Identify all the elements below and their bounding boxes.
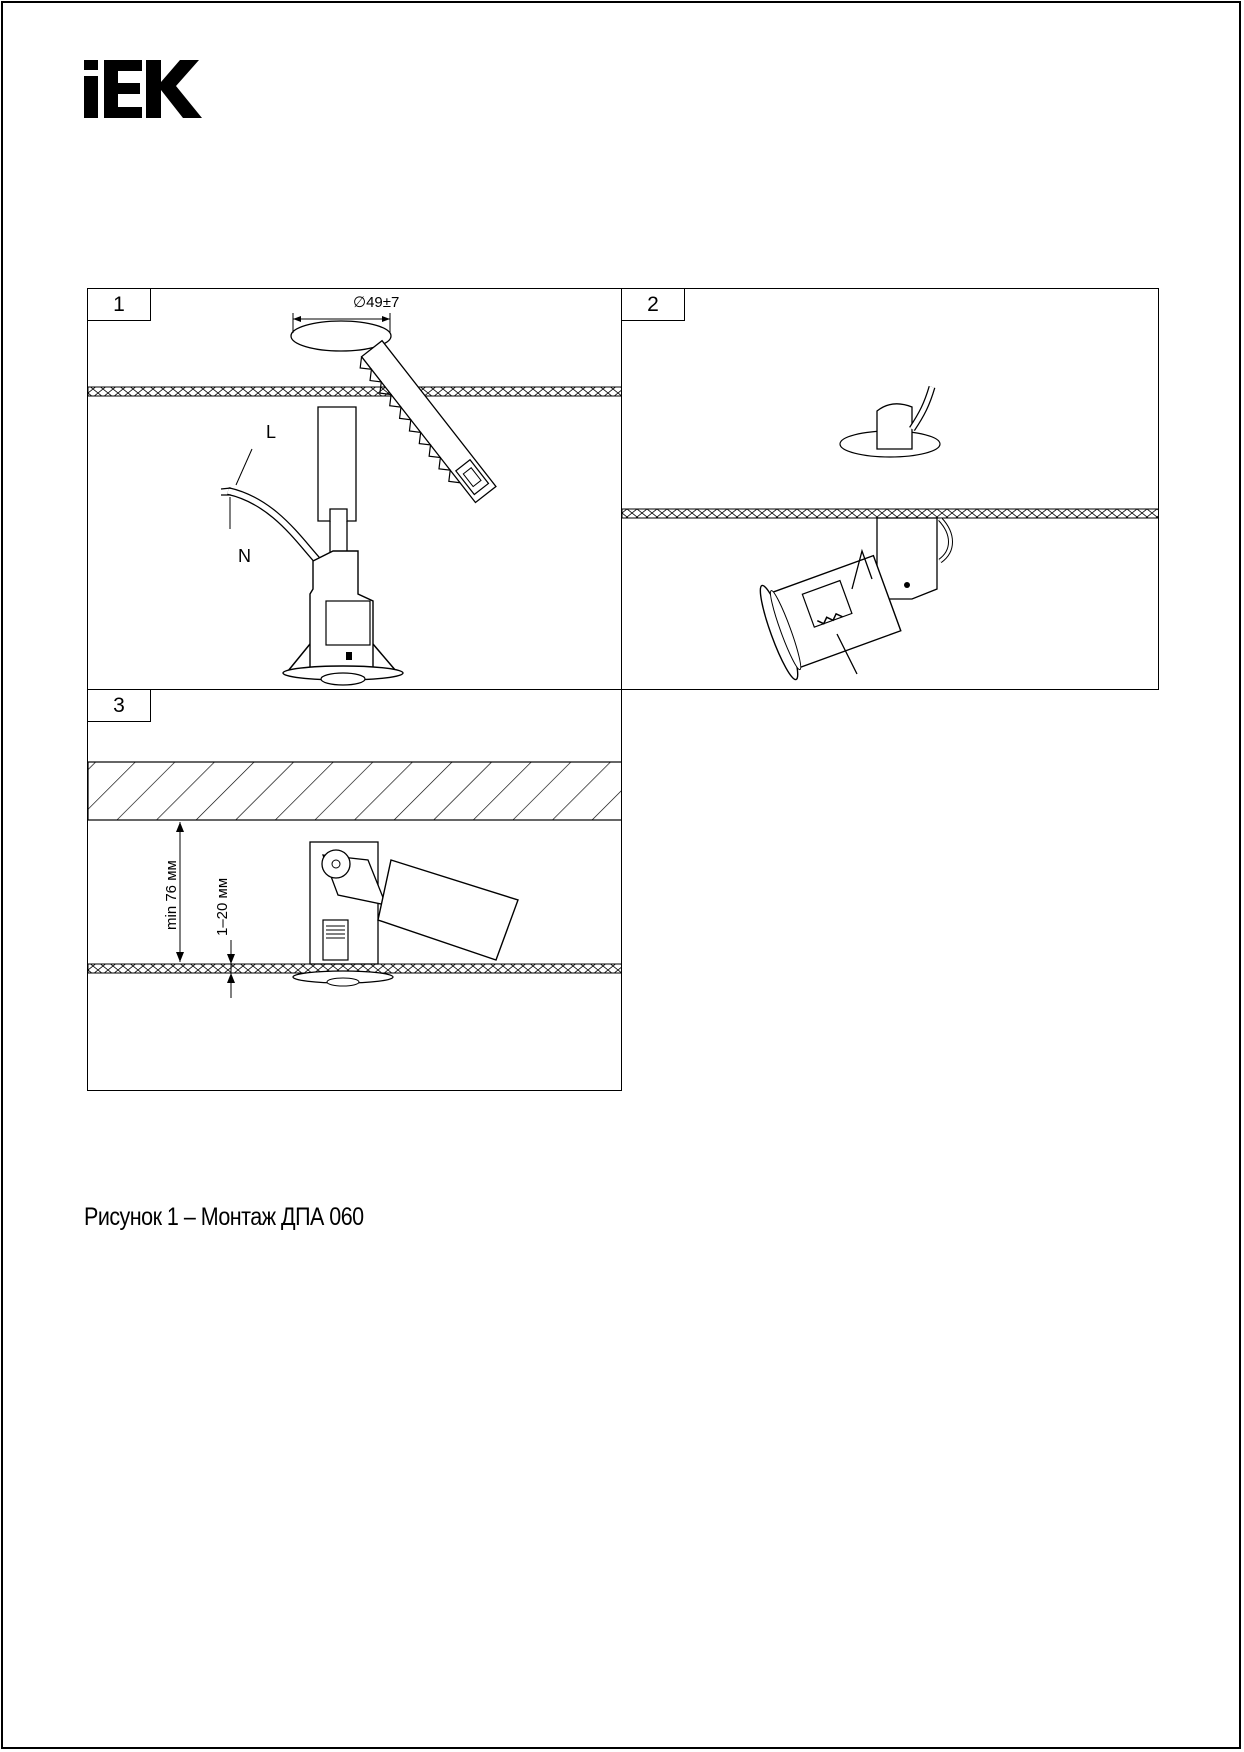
wire-l-label: L xyxy=(266,422,277,442)
step-2-panel xyxy=(621,288,1159,690)
min-depth-label: min 76 мм xyxy=(163,860,180,930)
step-2-drawing xyxy=(622,289,1159,690)
step-number: 2 xyxy=(622,289,685,321)
iek-logo xyxy=(84,60,204,118)
step-1-drawing xyxy=(88,289,622,690)
step-number: 3 xyxy=(88,690,151,722)
figure-caption: Рисунок 1 – Монтаж ДПА 060 xyxy=(84,1203,364,1231)
step-1-panel xyxy=(87,288,622,690)
step-3-panel xyxy=(87,689,622,1091)
ceiling-thickness-label: 1–20 мм xyxy=(214,877,231,936)
wire-n-label: N xyxy=(238,546,251,566)
diameter-label: ∅49±7 xyxy=(353,294,400,311)
step-number: 1 xyxy=(88,289,151,321)
